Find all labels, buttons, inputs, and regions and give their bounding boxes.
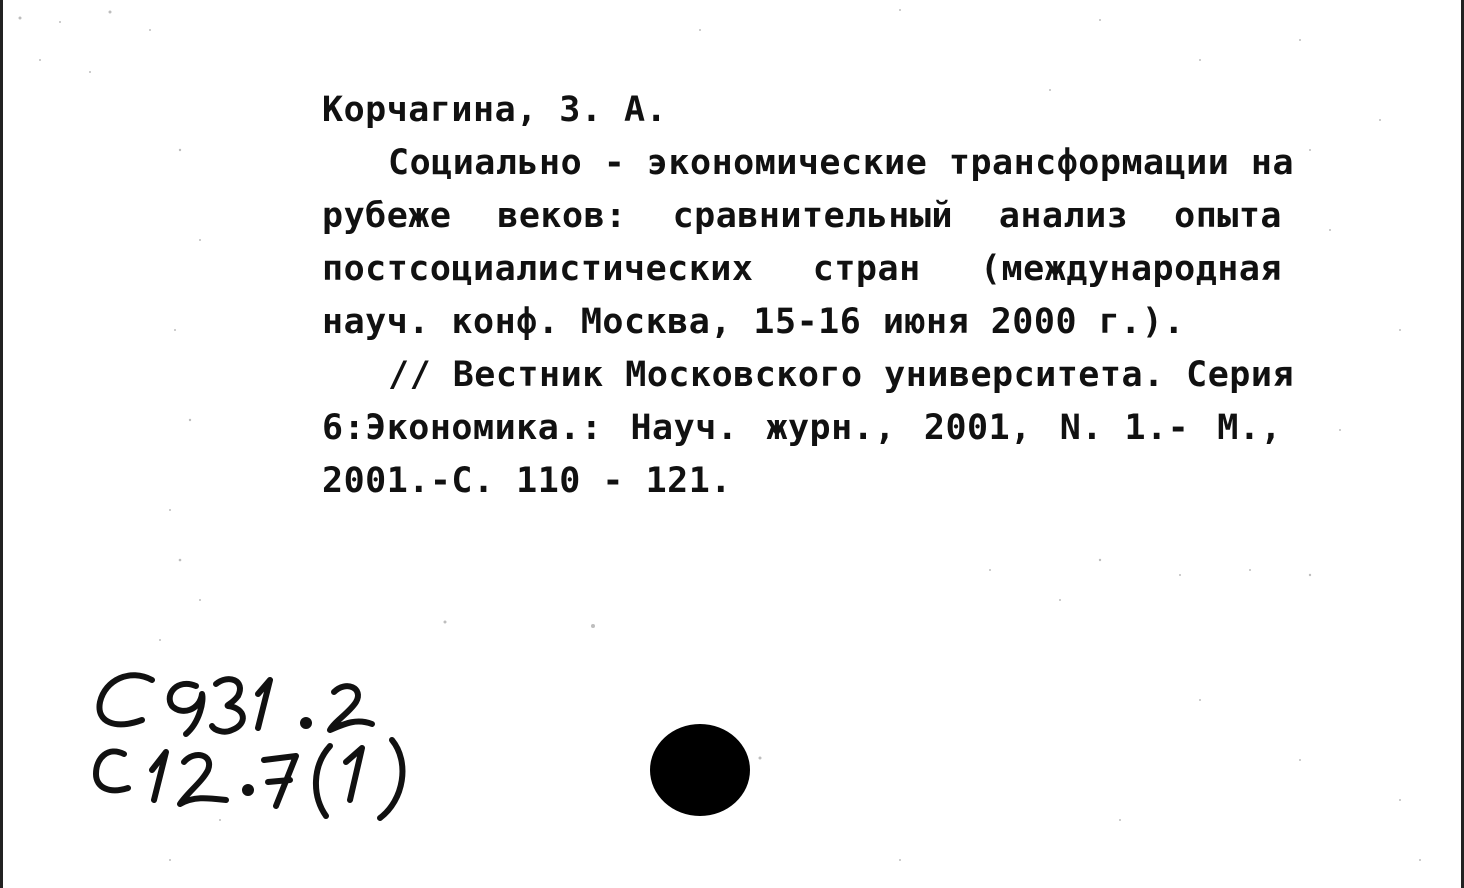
title-word: веков: bbox=[497, 196, 627, 236]
source-line-1-text: // Вестник Московского университета. Серия bbox=[388, 355, 1295, 395]
hw-9 bbox=[170, 684, 203, 734]
source-word: 6:Экономика.: bbox=[322, 408, 603, 448]
hw-paren-open bbox=[316, 746, 330, 816]
hw-1b bbox=[152, 752, 166, 800]
hw-dot-1 bbox=[303, 720, 309, 726]
title-line-4: науч. конф. Москва, 15-16 июня 2000 г.). bbox=[322, 302, 1185, 342]
hw-1c bbox=[346, 748, 362, 800]
title-word: стран bbox=[812, 249, 921, 289]
hw-1a bbox=[258, 680, 270, 728]
title-word: опыта bbox=[1174, 196, 1282, 236]
source-word: N. 1.- bbox=[1059, 408, 1190, 448]
title-word: рубеже bbox=[322, 196, 452, 236]
hw-2b bbox=[180, 755, 226, 804]
hw-c-1 bbox=[99, 675, 152, 724]
source-word: М., bbox=[1217, 408, 1282, 448]
hw-paren-close bbox=[380, 740, 402, 818]
source-word: журн., bbox=[766, 408, 896, 448]
hw-2 bbox=[330, 686, 372, 730]
title-word: постсоциалистических bbox=[322, 249, 754, 289]
author-line: Корчагина, З. А. bbox=[322, 90, 668, 130]
punch-hole bbox=[650, 724, 750, 816]
hw-7-bar bbox=[268, 780, 290, 782]
source-word: 2001, bbox=[923, 408, 1032, 448]
hw-3 bbox=[212, 679, 243, 732]
hw-c-2 bbox=[96, 751, 128, 790]
source-word: Науч. bbox=[630, 408, 739, 448]
title-word: сравнительный bbox=[672, 196, 953, 236]
title-word: (международная bbox=[979, 249, 1282, 289]
title-line-1-text: Социально - экономические трансформации на bbox=[388, 143, 1295, 183]
title-word: анализ bbox=[998, 196, 1129, 236]
source-line-3: 2001.-С. 110 - 121. bbox=[322, 461, 732, 501]
hw-dot-2 bbox=[245, 787, 251, 793]
